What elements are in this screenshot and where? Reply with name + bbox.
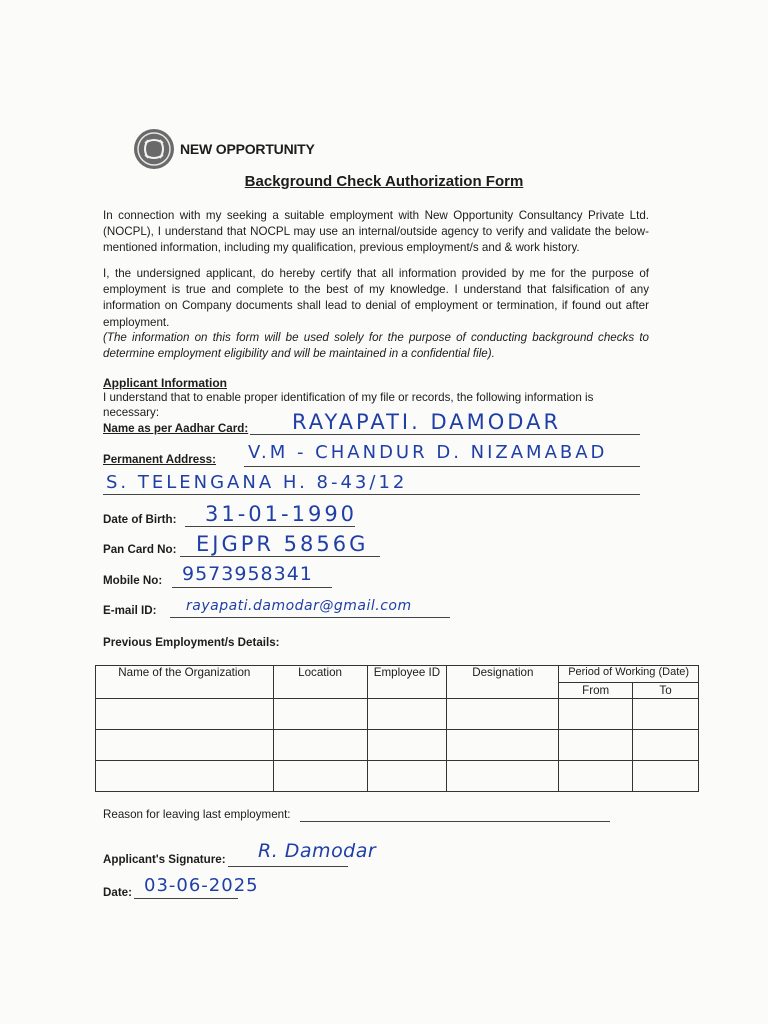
address-value-line1[interactable]: V.M - CHANDUR D. NIZAMABAD [248, 442, 608, 463]
name-line [250, 434, 640, 435]
dob-label: Date of Birth: [103, 513, 177, 526]
email-value[interactable]: rayapati.damodar@gmail.com [186, 598, 412, 614]
table-cell[interactable] [273, 761, 367, 792]
name-value[interactable]: RAYAPATI. DAMODAR [292, 410, 562, 434]
dob-value[interactable]: 31-01-1990 [205, 502, 358, 526]
name-label: Name as per Aadhar Card: [103, 422, 249, 435]
confidentiality-note: (The information on this form will be used solely for the purpose of conducting background checks to determine employment eligibility and will be maintained in a confidential file). [103, 331, 649, 361]
applicant-info-heading: Applicant Information [103, 376, 227, 390]
mobile-line [172, 587, 332, 588]
employment-table [95, 665, 699, 792]
intro-paragraph: In connection with my seeking a suitable employment with New Opportunity Consultancy Private Ltd. (NOCPL), I understand that NOCPL may use an internal/outside agency to verify and validate the below-mentioned information, including my qualification, previous employment/s and & work history. [103, 209, 649, 255]
brand-logo [132, 127, 315, 171]
reason-line[interactable] [300, 821, 610, 822]
table-cell[interactable] [447, 699, 559, 730]
pan-label: Pan Card No: [103, 543, 177, 556]
address-value-line2[interactable]: S. TELENGANA H. 8-43/12 [106, 472, 408, 493]
table-cell[interactable] [633, 730, 699, 761]
signature-label: Applicant's Signature: [103, 853, 226, 866]
table-cell[interactable] [367, 761, 447, 792]
table-cell[interactable] [559, 699, 633, 730]
header-location: Location [273, 666, 367, 699]
applicant-info-intro: I understand that to enable proper identification of my file or records, the following information is necessary: [103, 391, 594, 419]
table-row [96, 699, 699, 730]
reason-label: Reason for leaving last employment: [103, 808, 291, 821]
table-row [96, 730, 699, 761]
date-value[interactable]: 03-06-2025 [144, 875, 259, 896]
address-label: Permanent Address: [103, 453, 216, 466]
table-cell[interactable] [367, 730, 447, 761]
date-line [134, 898, 238, 899]
header-from: From [559, 682, 633, 699]
header-to: To [633, 682, 699, 699]
table-header-row [96, 666, 699, 683]
table-cell[interactable] [96, 730, 274, 761]
email-label: E-mail ID: [103, 604, 157, 617]
pan-line [180, 556, 380, 557]
header-designation: Designation [447, 666, 559, 699]
table-cell[interactable] [633, 699, 699, 730]
dob-line [185, 526, 355, 527]
table-cell[interactable] [559, 761, 633, 792]
table-row [96, 761, 699, 792]
header-org: Name of the Organization [96, 666, 274, 699]
table-cell[interactable] [559, 730, 633, 761]
table-cell[interactable] [96, 699, 274, 730]
form-title: Background Check Authorization Form [244, 173, 524, 190]
address-line-1 [244, 466, 640, 467]
table-cell[interactable] [367, 699, 447, 730]
certification-paragraph: I, the undersigned applicant, do hereby certify that all information provided by me for the purpose of employment is true and complete to the best of my knowledge. I understand that falsification of any information on Company documents shall lead to denial of employment or termination, if found out after employment. [103, 267, 649, 329]
address-line-2 [103, 494, 640, 495]
table-cell[interactable] [447, 761, 559, 792]
brand-name: NEW OPPORTUNITY [180, 141, 315, 157]
table-cell[interactable] [273, 730, 367, 761]
header-employee-id: Employee ID [367, 666, 447, 699]
table-cell[interactable] [447, 730, 559, 761]
email-line [170, 617, 450, 618]
previous-employment-label: Previous Employment/s Details: [103, 636, 280, 649]
new-opportunity-logo-icon [132, 127, 176, 171]
mobile-value[interactable]: 9573958341 [182, 563, 313, 585]
signature-value[interactable]: R. Damodar [258, 840, 377, 862]
pan-value[interactable]: EJGPR 5856G [196, 532, 369, 556]
header-period: Period of Working (Date) [559, 666, 699, 683]
mobile-label: Mobile No: [103, 574, 163, 587]
signature-line [228, 866, 348, 867]
table-cell[interactable] [273, 699, 367, 730]
table-cell[interactable] [96, 761, 274, 792]
date-label: Date: [103, 886, 132, 899]
table-cell[interactable] [633, 761, 699, 792]
